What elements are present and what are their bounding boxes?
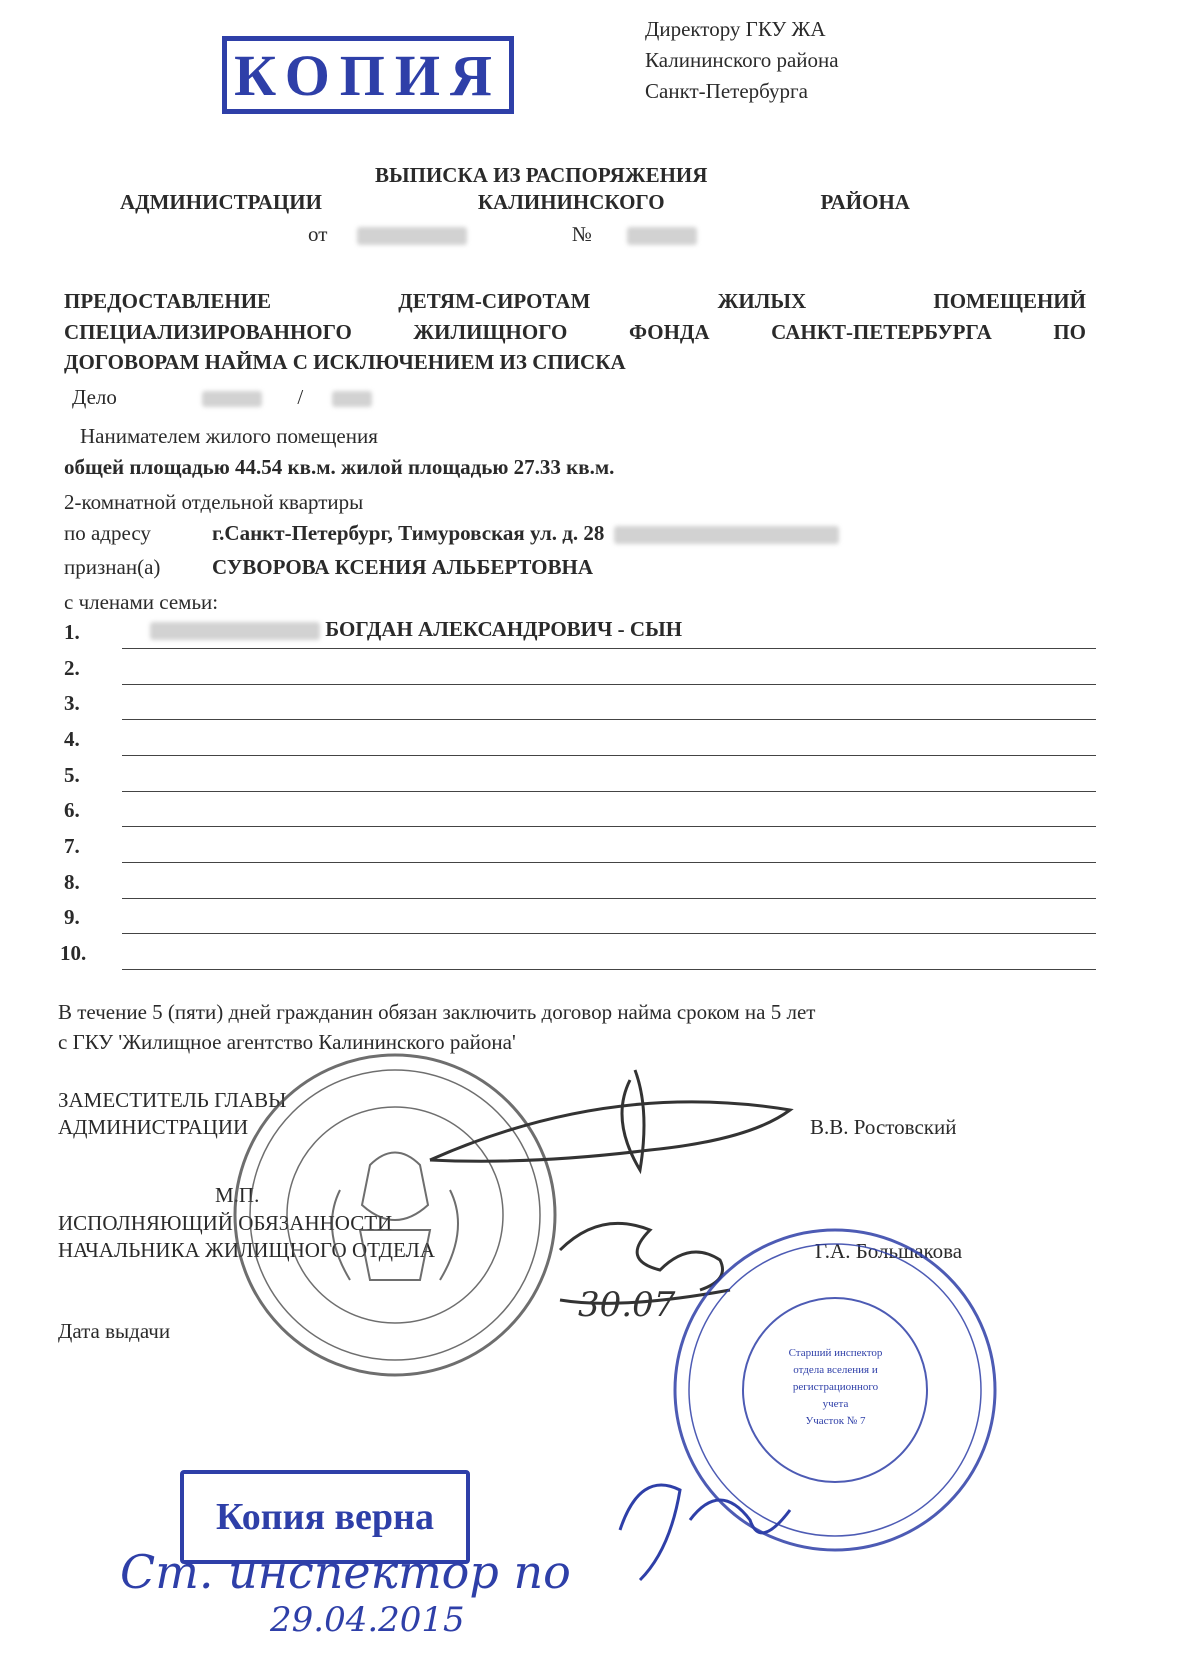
number-label: № bbox=[571, 222, 592, 246]
recognized-name: СУВОРОВА КСЕНИЯ АЛЬБЕРТОВНА bbox=[212, 555, 593, 579]
subject-word-1: ПРЕДОСТАВЛЕНИЕ bbox=[64, 289, 272, 313]
subject-line-3: ДОГОВОРАМ НАЙМА С ИСКЛЮЧЕНИЕМ ИЗ СПИСКА bbox=[64, 350, 626, 374]
signatory-1-name: В.В. Ростовский bbox=[810, 1115, 957, 1139]
signature-2 bbox=[560, 1223, 730, 1303]
document-title: ВЫПИСКА ИЗ РАСПОРЯЖЕНИЯ bbox=[375, 163, 708, 187]
signatory-2-name: Г.А. Большакова bbox=[815, 1239, 963, 1263]
family-member-1-text: БОГДАН АЛЕКСАНДРОВИЧ - СЫН bbox=[325, 617, 683, 641]
addressee-line-1: Директору ГКУ ЖА bbox=[645, 17, 826, 41]
round-seal-black bbox=[235, 1055, 555, 1375]
from-label: от bbox=[308, 222, 328, 246]
mp-label: М.П. bbox=[215, 1183, 260, 1207]
handwritten-signature-blue bbox=[620, 1485, 790, 1580]
blue-seal-center-line-1: Старший инспектор bbox=[788, 1347, 883, 1359]
case-label: Дело bbox=[72, 385, 117, 409]
signatory-2-title-line-1: ИСПОЛНЯЮЩИЙ ОБЯЗАННОСТИ bbox=[58, 1211, 393, 1235]
title-word-1: АДМИНИСТРАЦИИ bbox=[120, 190, 322, 214]
subject-line-2: СПЕЦИАЛИЗИРОВАННОГО ЖИЛИЩНОГО ФОНДА САНКТ-ПЕТЕРБУРГА ПО bbox=[64, 320, 1086, 344]
title-word-3: РАЙОНА bbox=[820, 190, 910, 214]
family-num-9: 9. bbox=[64, 905, 80, 929]
handwritten-issue-date: 30.07 bbox=[578, 1285, 676, 1325]
family-num-3: 3. bbox=[64, 691, 80, 715]
title-word-2: КАЛИНИНСКОГО bbox=[477, 190, 665, 214]
address-label: по адресу bbox=[64, 521, 151, 545]
subject-word-2: ДЕТЯМ-СИРОТАМ bbox=[398, 289, 591, 313]
copy-certified-stamp: Копия верна bbox=[180, 1470, 470, 1564]
signatory-1-title-line-1: ЗАМЕСТИТЕЛЬ ГЛАВЫ bbox=[58, 1088, 287, 1112]
family-num-1: 1. bbox=[64, 620, 80, 644]
notice-line-1: В течение 5 (пяти) дней гражданин обязан заключить договор найма сроком на 5 лет bbox=[58, 1000, 816, 1024]
blue-seal-center-line-3: регистрационного bbox=[792, 1381, 879, 1393]
tenant-intro: Нанимателем жилого помещения bbox=[80, 424, 378, 448]
apartment-type: 2-комнатной отдельной квартиры bbox=[64, 490, 364, 514]
family-intro: с членами семьи: bbox=[64, 590, 219, 614]
issue-date-label: Дата выдачи bbox=[58, 1319, 171, 1343]
subject-word-4: ПОМЕЩЕНИЙ bbox=[933, 289, 1086, 313]
family-num-5: 5. bbox=[64, 763, 80, 787]
kopiya-stamp: КОПИЯ bbox=[222, 36, 514, 114]
blue-seal-center-line-2: отдела вселения и bbox=[793, 1364, 878, 1376]
signatory-2-title-line-2: НАЧАЛЬНИКА ЖИЛИЩНОГО ОТДЕЛА bbox=[58, 1238, 435, 1262]
case-separator: / bbox=[297, 385, 304, 409]
family-num-4: 4. bbox=[64, 727, 80, 751]
blue-seal-center-text bbox=[783, 1345, 888, 1430]
family-num-6: 6. bbox=[64, 798, 80, 822]
family-num-7: 7. bbox=[64, 834, 80, 858]
area-line: общей площадью 44.54 кв.м. жилой площадью 27.33 кв.м. bbox=[64, 455, 615, 479]
address-value: г.Санкт-Петербург, Тимуровская ул. д. 28 bbox=[212, 521, 605, 545]
subject-word-3: ЖИЛЫХ bbox=[717, 289, 807, 313]
handwritten-footer: Ст. инспектор по bbox=[120, 1545, 571, 1599]
family-num-10: 10. bbox=[60, 941, 87, 965]
blue-seal-center-line-4: учета bbox=[822, 1398, 849, 1410]
recognized-label: признан(а) bbox=[64, 555, 161, 579]
signatory-1-title-line-2: АДМИНИСТРАЦИИ bbox=[58, 1115, 249, 1139]
blue-seal-center-line-5: Участок № 7 bbox=[805, 1415, 866, 1427]
addressee-line-3: Санкт-Петербурга bbox=[645, 79, 808, 103]
addressee-line-2: Калининского района bbox=[645, 48, 839, 72]
handwritten-footer-date: 29.04.2015 bbox=[270, 1600, 465, 1640]
notice-line-2: с ГКУ 'Жилищное агентство Калининского района' bbox=[58, 1030, 516, 1054]
family-num-8: 8. bbox=[64, 870, 80, 894]
family-num-2: 2. bbox=[64, 656, 80, 680]
